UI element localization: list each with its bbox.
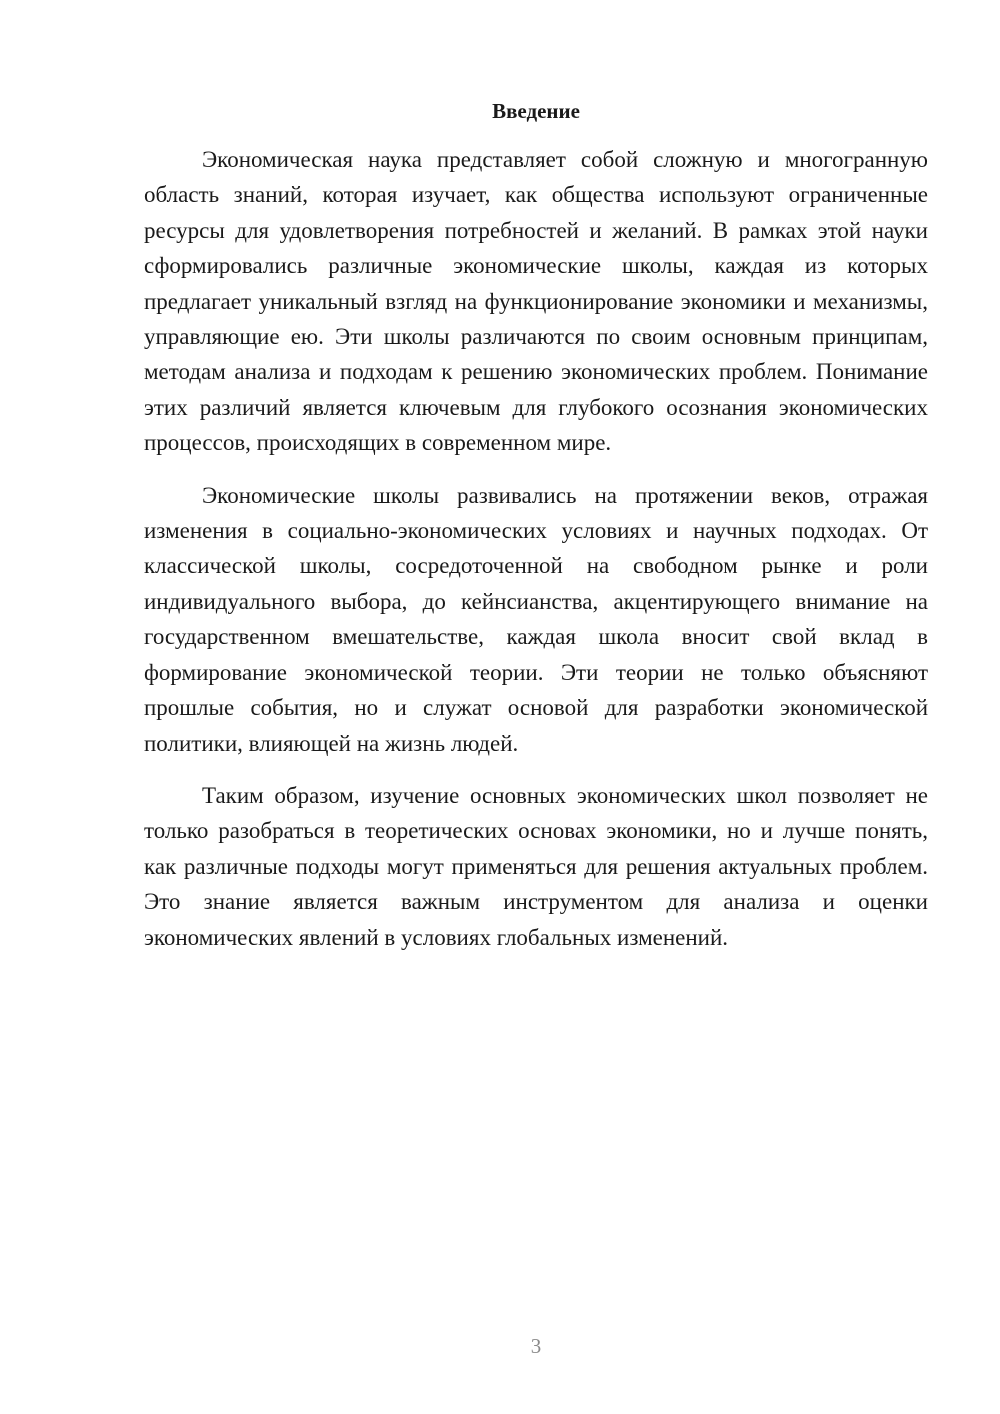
body-text [144, 142, 928, 972]
paragraph-3: Таким образом, изучение основных экономических школ позволяет не только разобраться в теоретических основах экономики, но и лучше понять, как различные подходы могут применяться для решения актуальных проблем. Это знание является важным инструментом для анализа и оценки экономических явлений в условиях глобальных изменений. [144, 782, 928, 950]
page-number: 3 [530, 1334, 542, 1358]
section-heading: Введение [492, 99, 580, 123]
paragraph-1: Экономическая наука представляет собой сложную и многогранную область знаний, которая изучает, как общества используют ограниченные ресурсы для удовлетворения потребностей и желаний. В рамках этой науки сформировались различные экономические школы, каждая из которых предлагает уникальный взгляд на функционирование экономики и механизмы, управляющие ею. Эти школы различаются по своим основным принципам, методам анализа и подходам к решению экономических проблем. Понимание этих различий является ключевым для глубокого осознания экономических процессов, происходящих в современном мире. [144, 147, 928, 456]
paragraph-2: Экономические школы развивались на протяжении веков, отражая изменения в социально-экономических условиях и научных подходах. От классической школы, сосредоточенной на свободном рынке и роли индивидуального выбора, до кейнсианства, акцентирующего внимание на государственном вмешательстве, каждая школа вносит свой вклад в формирование экономической теории. Эти теории не только объясняют прошлые события, но и служат основой для разработки экономической политики, влияющей на жизнь людей. [144, 482, 928, 756]
